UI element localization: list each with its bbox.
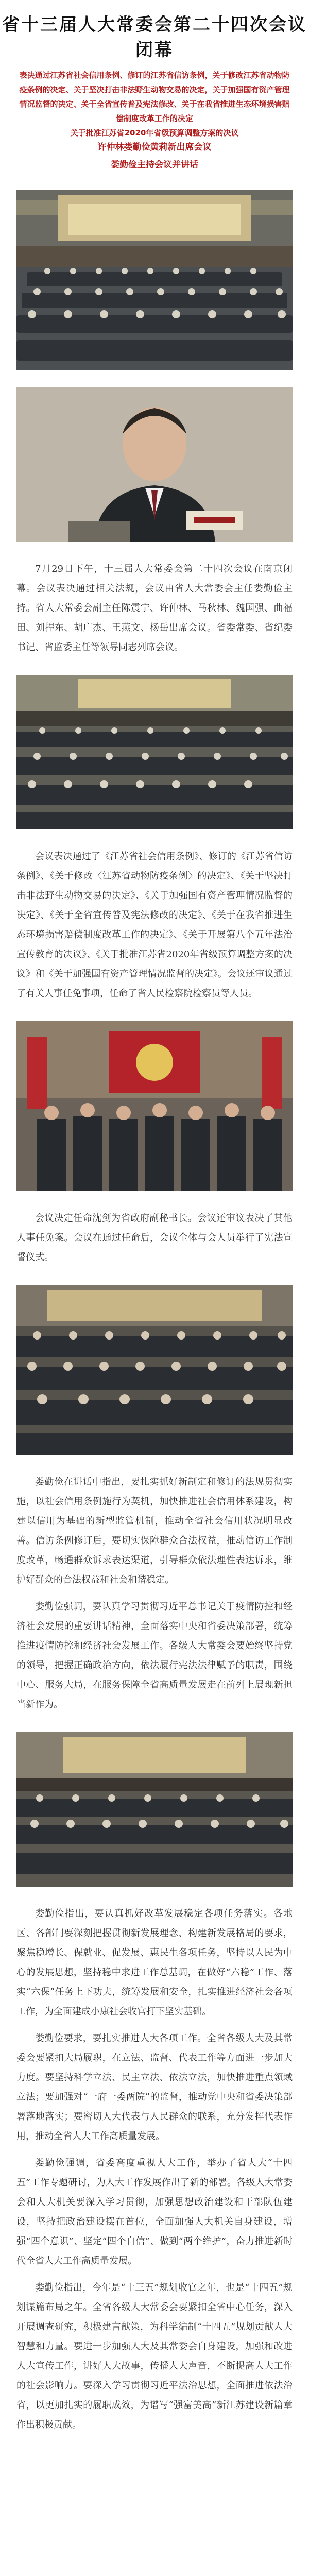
paragraph-4: 娄勤俭在讲话中指出，要扎实抓好新制定和修订的法规贯彻实施，以社会信用条例施行为契机，加快推进社会信用体系建设，构建以信用为基础的新型监管机制，推动全省社会信用状况明显改善。信访条例修订后，要切实保障群众合法权益，推动信访工作制度改革，畅通群众诉求表达渠道，引导群众依法理性表达诉求，维护好群众的合法权益和社会和谐稳定。 [16, 1477, 293, 1585]
voting-hall-photo [16, 675, 293, 829]
subtitle-line-2: 关于批准江苏省2020年省级预算调整方案的决议 [70, 128, 239, 138]
chamber-wide-illustration [16, 190, 293, 370]
speaker-portrait-photo [16, 387, 293, 542]
oath-ceremony-photo [16, 1021, 293, 1191]
paragraph-8: 娄勤俭强调，省委高度重视人大工作，举办了省人大“十四五”工作专题研讨，为人大工作发展作出了新的部署。各级人大常委会和人大机关要深入学习贯彻，加强思想政治建设和干部队伍建设，坚持把政治建设摆在首位，全面加强人大机关自身建设，增强“四个意识”、坚定“四个自信”、做到“两个维护”，奋力推进新时代全省人大工作高质量发展。 [16, 2158, 293, 2266]
paragraph-9: 娄勤俭指出，今年是“十三五”规划收官之年，也是“十四五”规划谋篇布局之年。全省各级人大常委会要紧扣全省中心任务，深入开展调查研究，积极建言献策，为科学编制“十四五”规划贡献人大智慧和力量。要进一步加强人大及其常委会自身建设，加强和改进人大宣传工作，讲好人大故事，传播人大声音，不断提高人大工作的社会影响力。要深入学习贯彻习近平法治思想，全面推进依法治省，以更加扎实的履职成效，为谱写“强富美高”新江苏建设新篇章作出积极贡献。 [16, 2282, 293, 2430]
oath-ceremony-illustration [16, 1021, 293, 1191]
article-subtitle [19, 68, 290, 172]
article-title: 省十三届人大常委会第二十四次会议闭幕 [2, 14, 307, 60]
paragraph-3: 会议决定任命沈剑为省政府副秘书长。会议还审议表决了其他人事任免案。会议在通过任命后，会议全体与会人员举行了宪法宣誓仪式。 [16, 1213, 293, 1263]
paragraph-5: 娄勤俭强调，要认真学习贯彻习近平总书记关于疫情防控和经济社会发展的重要讲话精神，全面落实中央和省委决策部署，统筹推进疫情防控和经济社会发展工作。各级人大常委会要始终坚持党的领导，把握正确政治方向，依法履行宪法法律赋予的职责，围绕中心、服务大局，在服务保障全省高质量发展走在前列上展现新担当新作为。 [16, 1601, 293, 1710]
paragraph-2: 会议表决通过了《江苏省社会信用条例》、修订的《江苏省信访条例》、《关于修改〈江苏省动物防疫条例〉的决定》、《关于坚决打击非法野生动物交易的决定》、《关于加强国有资产管理情况监督的决定》、《关于全省宣传普及宪法修改的决定》、《关于在我省推进生态环境损害赔偿制度改革工作的决定》、《关于开展第八个五年法治宣传教育的决议》、《关于批准江苏省2020年省级预算调整方案的决议》和《关于加强国有资产管理情况监督的决定》。会议还审议通过了有关人事任免事项，任命了省人民检察院检察员等人员。 [16, 851, 293, 999]
voting-hall-illustration [16, 675, 293, 829]
subtitle-line-1: 表决通过江苏省社会信用条例、修订的江苏省信访条例，关于修改江苏省动物防疫条例的决定、关于坚决打击非法野生动物交易的决定，关于加强国有资产管理情况监督的决定、关于全省宣传普及宪法修改、关于在我省推进生态环境损害赔偿制度改革工作的决定 [19, 71, 290, 123]
subtitle-line-3: 许仲林娄勤俭黄莉新出席会议 [97, 142, 212, 152]
assembly-hall-photo [16, 1732, 293, 1887]
chamber-wide-photo [16, 190, 293, 370]
paragraph-7: 娄勤俭要求，要扎实推进人大各项工作。全省各级人大及其常委会要紧扣大局履职，在立法、监督、代表工作等方面进一步加大力度。要坚持科学立法、民主立法、依法立法，加快推进重点领域立法；要加强对“一府一委两院”的监督，推动党中央和省委决策部署落地落实；要密切人大代表与人民群众的联系，充分发挥代表作用，推动全省人大工作高质量发展。 [16, 2033, 293, 2142]
assembly-hall-illustration [16, 1732, 293, 1887]
paragraph-6: 娄勤俭指出，要认真抓好改革发展稳定各项任务落实。各地区、各部门要深刻把握贯彻新发展理念、构建新发展格局的要求，聚焦稳增长、保就业、促发展、惠民生各项任务，坚持以人民为中心的发展思想，坚持稳中求进工作总基调，在做好“六稳”工作、落实“六保”任务上下功夫，统筹发展和安全，扎实推进经济社会各项工作，为全面建成小康社会收官打下坚实基础。 [16, 1908, 293, 2017]
delegates-session-illustration [16, 1285, 293, 1455]
paragraph-1: 7月29日下午，十三届人大常委会第二十四次会议在南京闭幕。会议表决通过相关法规，会议由省人大常委会主任娄勤俭主持。省人大常委会副主任陈震宁、许仲林、马秋林、魏国强、曲福田、刘捍东、胡广杰、王燕文、杨岳出席会议。省委常委、省纪委书记、省监委主任等领导同志列席会议。 [16, 564, 293, 653]
speaker-portrait-illustration [16, 387, 293, 542]
subtitle-line-4: 娄勤俭主持会议并讲话 [111, 160, 198, 170]
delegates-session-photo [16, 1285, 293, 1455]
